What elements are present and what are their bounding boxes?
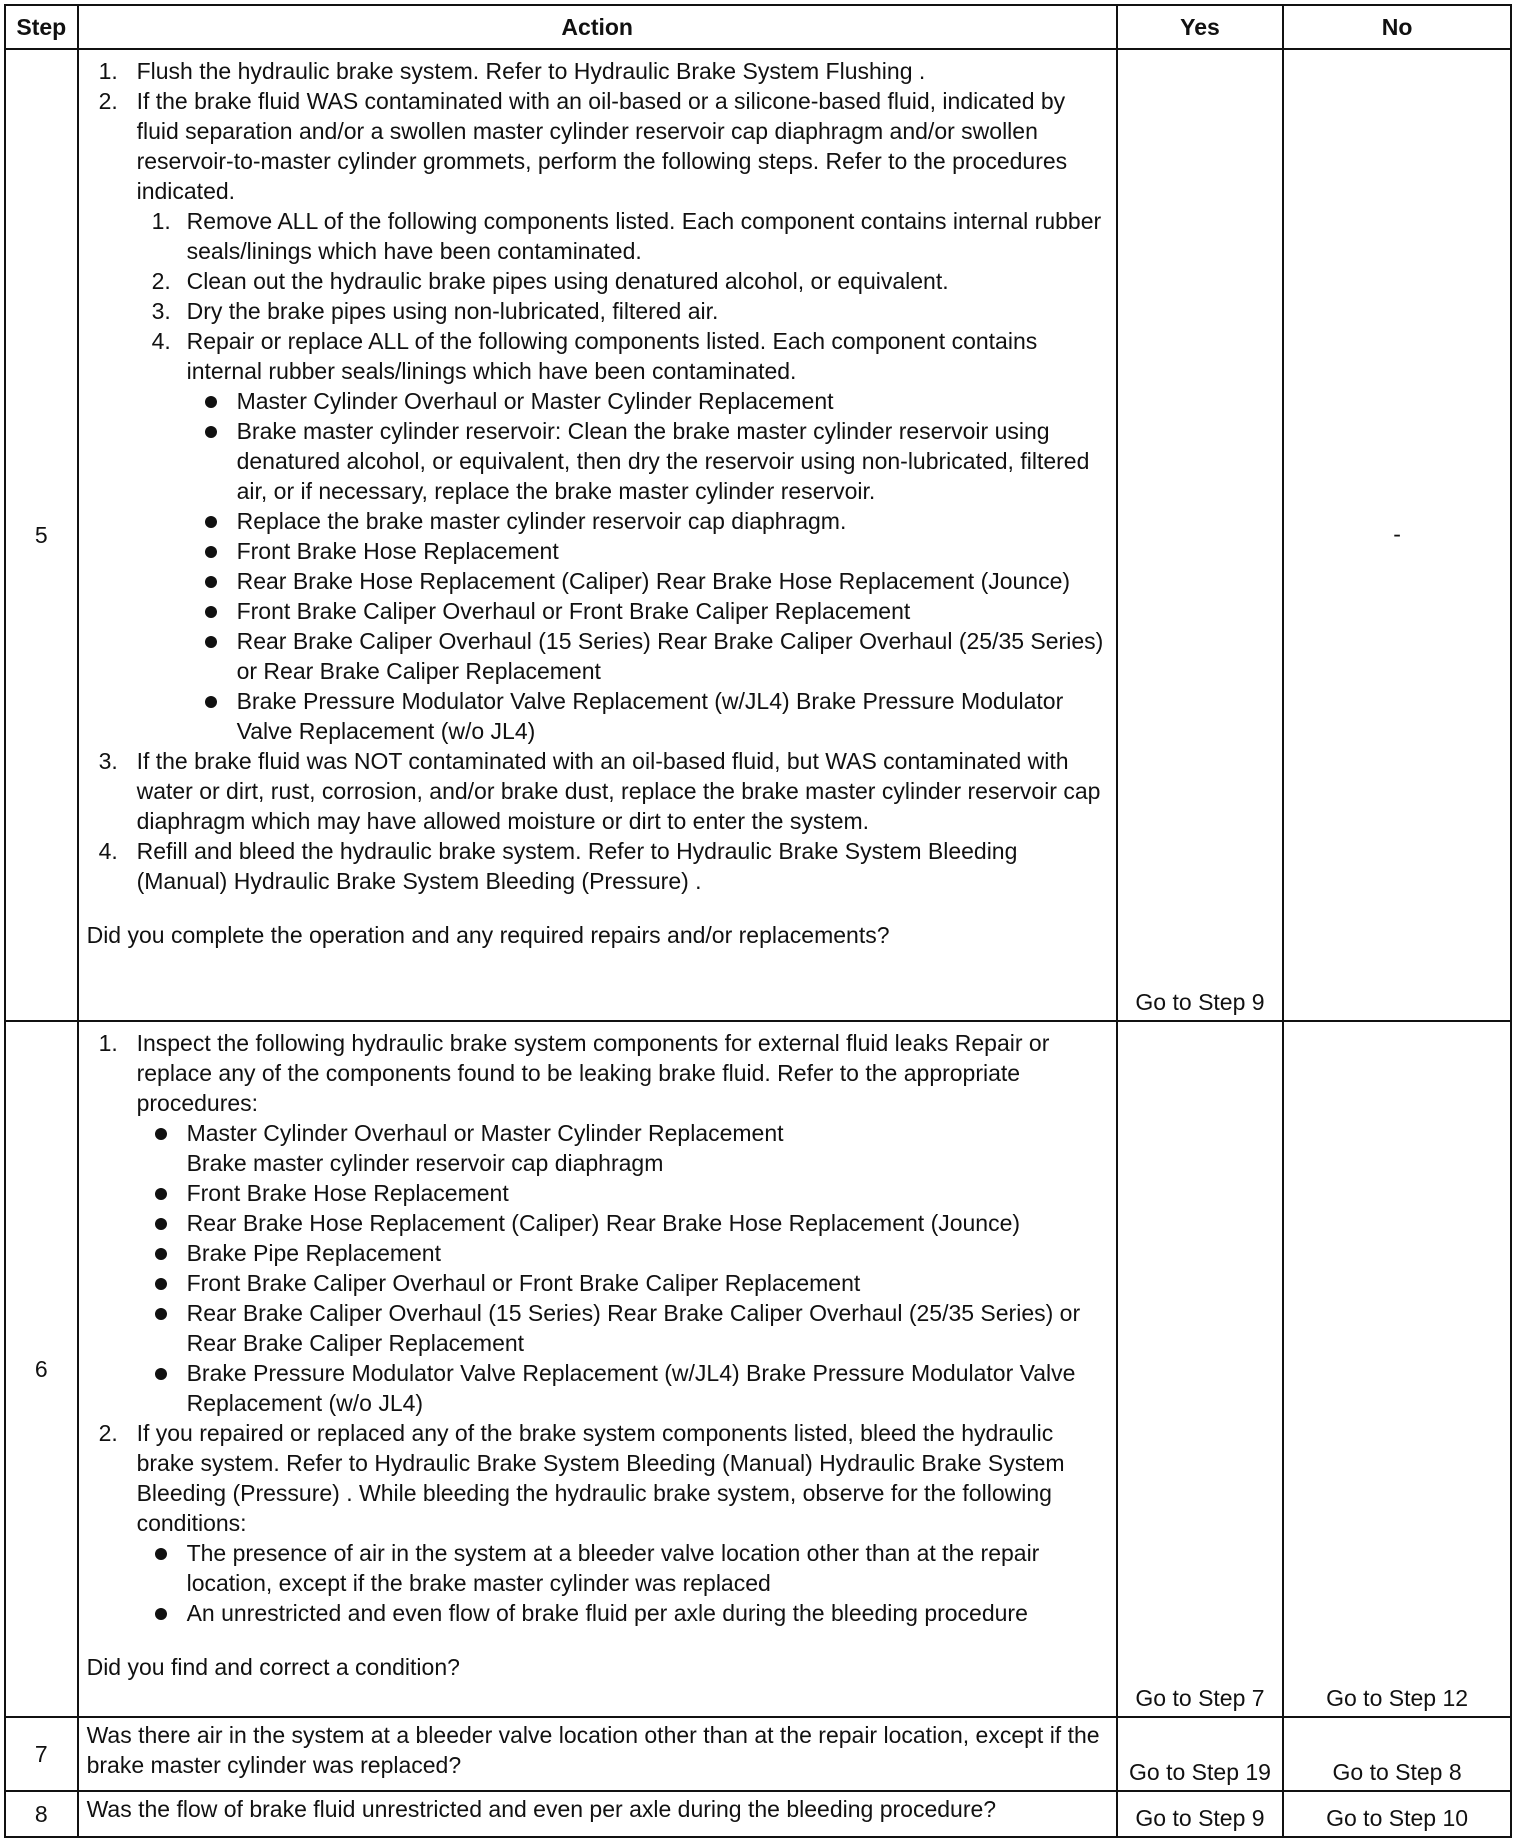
bullet-list [137, 1118, 1108, 1418]
bullet-icon [205, 696, 217, 708]
bullet-item [137, 1238, 1108, 1268]
diagnostic-table [4, 4, 1512, 1838]
item-number: 1. [151, 208, 171, 234]
bullet-text: Front Brake Caliper Overhaul or Front Brake Caliper Replacement [236, 598, 911, 624]
diagnostic-table-page [4, 4, 1512, 1838]
bullet-list [187, 386, 1108, 746]
step-question: Was there air in the system at a bleeder valve location other than at the repair location, except if the brake master cylinder was replaced? [78, 1717, 1117, 1791]
bullet-text-continued: Brake master cylinder reservoir cap diaphragm [186, 1150, 664, 1176]
action-cell [78, 49, 1117, 1021]
item-number: 2. [98, 1420, 118, 1446]
numbered-list [87, 56, 1108, 896]
bullet-icon [155, 1548, 167, 1560]
bullet-icon [205, 606, 217, 618]
bullet-item [187, 686, 1108, 746]
sub-list [137, 206, 1108, 746]
bullet-item [187, 536, 1108, 566]
header-row [5, 5, 1511, 49]
bullet-item [187, 386, 1108, 416]
bullet-text: Brake Pressure Modulator Valve Replacement (w/JL4) Brake Pressure Modulator Valve Replacement (w/o JL4) [236, 688, 1064, 744]
numbered-list [87, 1028, 1108, 1628]
list-item [87, 836, 1108, 896]
no-result: - [1283, 49, 1511, 1021]
bullet-icon [205, 546, 217, 558]
step-number: 5 [5, 49, 78, 1021]
item-text: Repair or replace ALL of the following components listed. Each component contains internal rubber seals/linings which have been contaminated. [186, 328, 1038, 384]
bullet-item [137, 1268, 1108, 1298]
step-number: 6 [5, 1021, 78, 1717]
bullet-icon [155, 1608, 167, 1620]
item-text: Remove ALL of the following components listed. Each component contains internal rubber seals/linings which have been contaminated. [186, 208, 1102, 264]
item-text: If the brake fluid was NOT contaminated with an oil-based fluid, but WAS contaminated with water or dirt, rust, corrosion, and/or brake dust, replace the brake master cylinder reservoir cap diaphragm which may have allowed moisture or dirt to enter the system. [136, 748, 1101, 834]
item-number: 2. [98, 88, 118, 114]
yes-result: Go to Step 9 [1117, 1791, 1283, 1837]
item-text: If the brake fluid WAS contaminated with an oil-based or a silicone-based fluid, indicated by fluid separation and/or a swollen master cylinder reservoir cap diaphragm and/or swollen reservoir-to-master cylinder grommets, perform the following steps. Refer to the procedures indicated. [136, 88, 1068, 204]
no-result: Go to Step 8 [1283, 1717, 1511, 1791]
bullet-text: Master Cylinder Overhaul or Master Cylinder Replacement [186, 1120, 784, 1146]
item-number: 1. [98, 1030, 118, 1056]
bullet-text: Rear Brake Hose Replacement (Caliper) Rear Brake Hose Replacement (Jounce) [236, 568, 1071, 594]
bullet-text: Brake master cylinder reservoir: Clean the brake master cylinder reservoir using denatured alcohol, or equivalent, then dry the reservoir using non-lubricated, filtered air, or if necessary, replace the brake master cylinder reservoir. [236, 418, 1090, 504]
item-number: 4. [151, 328, 171, 354]
bullet-item [137, 1178, 1108, 1208]
bullet-text: Front Brake Hose Replacement [236, 538, 559, 564]
list-item [87, 56, 1108, 86]
item-text: Refill and bleed the hydraulic brake system. Refer to Hydraulic Brake System Bleeding (Manual) Hydraulic Brake System Bleeding (Pressure) . [136, 838, 1018, 894]
bullet-icon [155, 1188, 167, 1200]
step-question: Was the flow of brake fluid unrestricted and even per axle during the bleeding procedure? [78, 1791, 1117, 1837]
bullet-icon [205, 636, 217, 648]
item-text: Clean out the hydraulic brake pipes using denatured alcohol, or equivalent. [186, 268, 949, 294]
bullet-text: An unrestricted and even flow of brake fluid per axle during the bleeding procedure [186, 1600, 1028, 1626]
bullet-icon [205, 576, 217, 588]
no-result: Go to Step 12 [1283, 1021, 1511, 1717]
bullet-text: Brake Pressure Modulator Valve Replacement (w/JL4) Brake Pressure Modulator Valve Replacement (w/o JL4) [186, 1360, 1076, 1416]
bullet-text: Master Cylinder Overhaul or Master Cylinder Replacement [236, 388, 834, 414]
sub-list-item [137, 326, 1108, 746]
bullet-item [187, 566, 1108, 596]
step-question: Did you find and correct a condition? [86, 1654, 460, 1680]
item-text: Flush the hydraulic brake system. Refer to Hydraulic Brake System Flushing . [136, 58, 926, 84]
bullet-text: The presence of air in the system at a bleeder valve location other than at the repair location, except if the brake master cylinder was replaced [186, 1540, 1040, 1596]
bullet-item [137, 1598, 1108, 1628]
bullet-item [187, 596, 1108, 626]
item-number: 2. [151, 268, 171, 294]
bullet-icon [205, 426, 217, 438]
bullet-item [187, 416, 1108, 506]
bullet-icon [155, 1308, 167, 1320]
table-row-step-5 [5, 49, 1511, 1021]
header-step: Step [5, 5, 78, 49]
bullet-text: Brake Pipe Replacement [186, 1240, 441, 1266]
bullet-item [137, 1538, 1108, 1598]
list-item [87, 1418, 1108, 1628]
item-number: 3. [98, 748, 118, 774]
header-no: No [1283, 5, 1511, 49]
step-question: Did you complete the operation and any required repairs and/or replacements? [86, 922, 890, 948]
table-row-step-8 [5, 1791, 1511, 1837]
list-item [87, 746, 1108, 836]
header-yes: Yes [1117, 5, 1283, 49]
bullet-icon [205, 516, 217, 528]
table-row-step-7 [5, 1717, 1511, 1791]
bullet-text: Front Brake Hose Replacement [186, 1180, 509, 1206]
bullet-icon [155, 1278, 167, 1290]
list-item [87, 1028, 1108, 1418]
bullet-icon [155, 1368, 167, 1380]
item-number: 4. [98, 838, 118, 864]
header-action: Action [78, 5, 1117, 49]
yes-result: Go to Step 9 [1117, 49, 1283, 1021]
item-text: If you repaired or replaced any of the brake system components listed, bleed the hydraulic brake system. Refer to Hydraulic Brake System Bleeding (Manual) Hydraulic Brake System Bleeding (Pressure) . While bleeding the hydraulic brake system, observe for the following conditions: [136, 1420, 1065, 1536]
bullet-text: Rear Brake Caliper Overhaul (15 Series) Rear Brake Caliper Overhaul (25/35 Series) or Rear Brake Caliper Replacement [186, 1300, 1081, 1356]
item-text: Inspect the following hydraulic brake system components for external fluid leaks Repair or replace any of the components found to be leaking brake fluid. Refer to the appropriate procedures: [136, 1030, 1050, 1116]
bullet-text: Rear Brake Hose Replacement (Caliper) Rear Brake Hose Replacement (Jounce) [186, 1210, 1021, 1236]
list-item [87, 86, 1108, 746]
bullet-icon [155, 1218, 167, 1230]
step-number: 8 [5, 1791, 78, 1837]
yes-result: Go to Step 7 [1117, 1021, 1283, 1717]
sub-list-item [137, 206, 1108, 266]
item-text: Dry the brake pipes using non-lubricated, filtered air. [186, 298, 719, 324]
bullet-item [137, 1358, 1108, 1418]
bullet-icon [205, 396, 217, 408]
bullet-item [137, 1298, 1108, 1358]
bullet-icon [155, 1248, 167, 1260]
item-number: 1. [98, 58, 118, 84]
table-row-step-6 [5, 1021, 1511, 1717]
sub-list-item [137, 296, 1108, 326]
bullet-item [137, 1118, 1108, 1178]
bullet-text: Rear Brake Caliper Overhaul (15 Series) Rear Brake Caliper Overhaul (25/35 Series) or Rear Brake Caliper Replacement [236, 628, 1104, 684]
yes-result: Go to Step 19 [1117, 1717, 1283, 1791]
sub-list-item [137, 266, 1108, 296]
bullet-list [137, 1538, 1108, 1628]
bullet-item [137, 1208, 1108, 1238]
bullet-item [187, 506, 1108, 536]
bullet-text: Front Brake Caliper Overhaul or Front Brake Caliper Replacement [186, 1270, 861, 1296]
no-result: Go to Step 10 [1283, 1791, 1511, 1837]
bullet-item [187, 626, 1108, 686]
bullet-icon [155, 1128, 167, 1140]
step-number: 7 [5, 1717, 78, 1791]
action-cell [78, 1021, 1117, 1717]
bullet-text: Replace the brake master cylinder reservoir cap diaphragm. [236, 508, 847, 534]
item-number: 3. [151, 298, 171, 324]
